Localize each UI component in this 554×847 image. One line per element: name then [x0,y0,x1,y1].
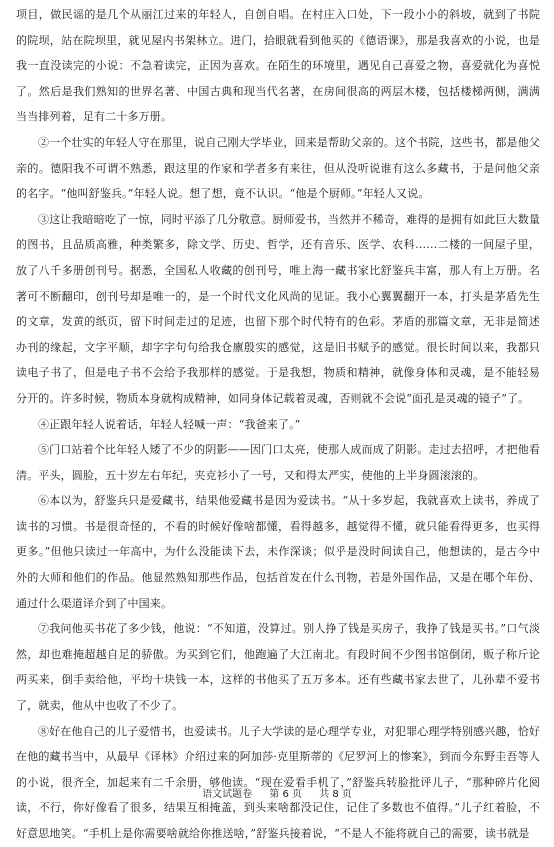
paragraph-4: ④正跟年轻人说着话，年轻人轻喊一声：“我爸来了。” [38,417,301,431]
paragraph-7: ⑦我问他买书花了多少钱，他说：“不知道，没算过。别人挣了钱是买房子，我挣了钱是买书。”口气淡然，却也难掩超越自足的骄傲。为买到它们，他跑遍了大江南北。有段时间不少图书馆倒闭，贩子称斤论两买来，倒手卖给他，平均十块钱一本，这样的书他买了五万多本。还有些藏书家去世了，儿孙辈不爱书了，就卖，他从中也收了不少了。 [16,622,540,713]
paragraph-1: 项目，做民谣的是几个从丽江过来的年轻人，自创自唱。在村庄入口处，下一段小小的斜坡，就到了书院的院坝，站在院坝里，就见屋内书架林立。进门，拾眼就看到他买的《德语课》，那是我喜欢的小说，也是我一直没读完的小说：不急着读完，正因为喜欢。在陌生的环境里，遇见自己喜爱之物，喜爱就化为喜悦了。然后是我们熟知的世界名著、中国古典和现当代名著，在房间很高的两层木楼，包括楼梯两侧，满满当当排列着，足有二十多万册。 [16,8,540,124]
paragraph-5: ⑤门口站着个比年轻人矮了不少的阴影——因门口太亮，使那人成而成了阴影。走过去招呼，才把他看清。平头，圆脸，五十岁左右年纪，夹克衫小了一号，又和得太严实，使他的上半身圆滚滚的。 [16,443,540,482]
page-footer [0,785,554,800]
paragraph-2: ②一个壮实的年轻人守在那里，说自己刚大学毕业，回来是帮助父亲的。这个书院，这些书，都是他父亲的。德阳我不可谓不熟悉，跟这里的作家和学者多有来往，但从没听说谁有这么多藏书，于是问他父亲的名字。“他叫舒鉴兵。”年轻人说。想了想，竟不认识。“他是个厨师。”年轻人又说。 [16,135,540,201]
footer-subject: 语文试题卷 [202,789,253,800]
footer-total-pages: 共 8 页 [319,789,352,800]
paragraph-6: ⑥本以为，舒鉴兵只是爱藏书，结果他爱藏书是因为爱读书。“从十多岁起，我就喜欢上读书，养成了读书的习惯。书是很奇怪的，不看的时候好像啥都懂，看得越多，越觉得不懂，就只能看得更多，也买得更多。”但他只读过一年高中，为什么没能读下去，未作深谈；似乎是没时间读自己，他想读的，是古今中外的大师和他们的作品。他显然熟知那些作品，包括首发在什么刊物，若是外国作品，又是在哪个年份、通过什么渠道译介到了中国来。 [16,494,540,610]
paragraph-8: ⑧好在他自己的儿子爱惜书，也爱读书。儿子大学读的是心理学专业，对犯罪心理学特别感兴趣，恰好在他的藏书当中，从最早《译林》介绍过来的阿加莎·克里斯蒂的《尼罗河上的惨案》，到而今东野圭吾等人的小说，很齐全，加起来有二千余册，够他读。“现在爱看手机了，”舒鉴兵转脸批评儿子，“那种碎片化阅读，不行，你好像看了很多，结果互相掩盖，到头来啥都没记住，记住了多数也不值得。”儿子红着脸，不好意思地笑。“手机上是你需要啥就给你推送啥，”舒鉴兵接着说，“不是人不能将就自己的需要，读书就是 [16,724,540,840]
footer-page-number: 第 6 页 [269,789,302,800]
paragraph-3: ③这让我暗暗吃了一惊，同时平添了几分敬意。厨师爱书，当然并不稀奇，难得的是拥有如此巨大数量的图书，且品质高雅，种类繁多，除文学、历史、哲学，还有音乐、医学、农科……二楼的一间屋子里，放了八千多册创刊号。据悉，全国私人收藏的创刊号，唯上海一藏书家比舒鉴兵丰富，那人有上万册。名著可不断翻印，创刊号却是唯一的，是一个时代文化风尚的见证。我小心翼翼翻开一本，打头是茅盾先生的文章，发黄的纸页，留下时间走过的足迹，也留下那个时代特有的色彩。茅盾的那篇文章，无非是简述办刊的缘起，文字平顺，却字字句句给我仓廪殷实的感觉，这是旧书赋予的感觉。很长时间以来，我都只读电子书了，但是电子书不会给予我那样的感觉。于是我想，物质和精神，就像身体和灵魂，是不能轻易分开的。许多时候，物质本身就构成精神，如同身体记载着灵魂，否则就不会说“面孔是灵魂的镜子”了。 [16,212,540,405]
